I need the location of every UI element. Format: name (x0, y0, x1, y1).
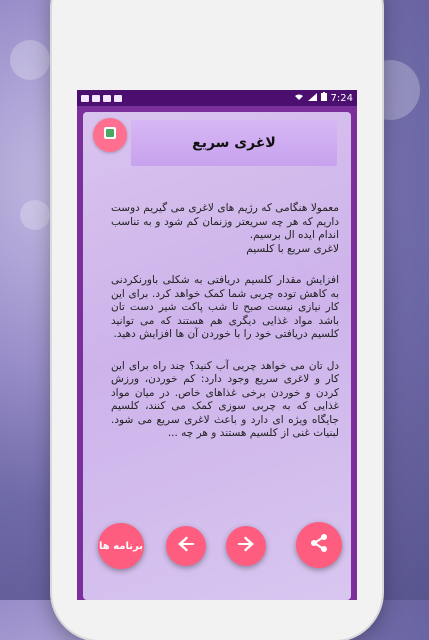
back-button[interactable] (166, 526, 206, 566)
programs-label: برنامه ها (99, 540, 143, 552)
article-paragraph: افزایش مقدار کلسیم دریافتی به شکلی باورنکردنی به کاهش توده چربی شما کمک خواهد کرد. برای این کار نیازی نیست صبح تا شب پاکت شیر دست تان باشد مواد غذایی دیگری هم هستند که می توانید کلسیم دریافتی خود را با خوردن آن ها افزایش دهید. (111, 274, 339, 340)
article-paragraph: معمولا هنگامی که رژیم های لاغری می گیریم دوست داریم که هر چه سریعتر وزنمان کم شود و به تناسب اندام ایده ال برسیم. لاغری سریع با کلسیم (111, 202, 339, 255)
notification-icon (81, 95, 89, 102)
arrow-left-icon (175, 533, 197, 559)
signal-icon (308, 93, 317, 104)
wifi-icon (294, 93, 304, 104)
status-bar (77, 90, 357, 106)
background-bokeh (10, 40, 50, 80)
background-bokeh (20, 200, 50, 230)
programs-button[interactable] (98, 523, 144, 569)
book-button[interactable] (93, 118, 127, 152)
article-paragraph: دل تان می خواهد چربی آب کنید؟ چند راه برای این کار و لاغری سریع وجود دارد: کم خوردن، ورزش کردن و خوردن برخی غذاهای خاص. در میان مواد غذایی که به چربی سوزی کمک می کنند، کلسیم جایگاه ویژه ای دارد و باعث لاغری سریع می شود. لبنیات غنی از کلسیم هستند و هر چه ... (111, 359, 339, 439)
page-title: لاغری سریع (131, 120, 337, 166)
share-button[interactable] (296, 522, 342, 568)
share-icon (308, 532, 330, 558)
notification-icon (103, 95, 111, 102)
notification-icons (81, 95, 122, 102)
next-button[interactable] (226, 526, 266, 566)
book-icon (101, 124, 119, 146)
notification-icon (114, 95, 122, 102)
notification-icon (92, 95, 100, 102)
arrow-right-icon (235, 533, 257, 559)
battery-icon (321, 92, 327, 104)
status-right (294, 92, 353, 104)
status-time: 7:24 (330, 92, 353, 104)
article-body (111, 202, 339, 459)
